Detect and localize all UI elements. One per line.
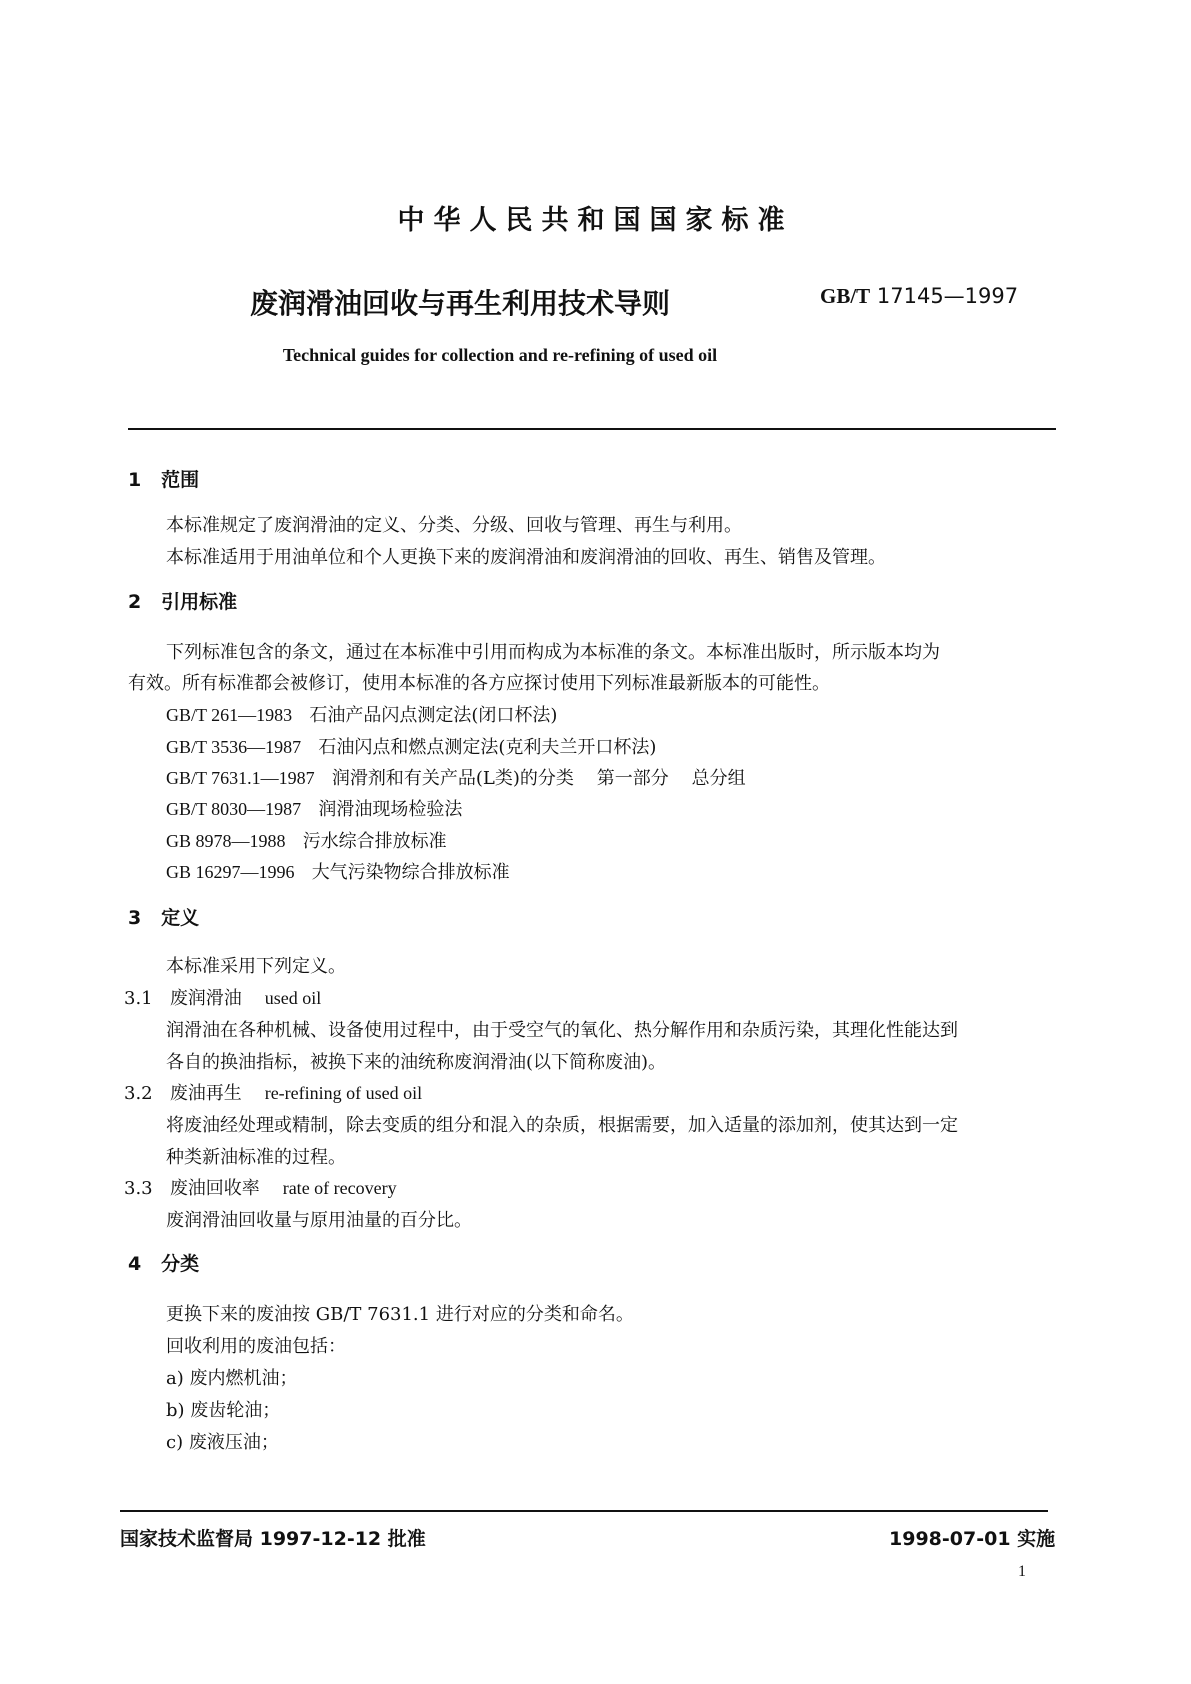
document-title: 废润滑油回收与再生利用技术导则: [250, 287, 671, 320]
reference-code: GB/T 261—1983: [166, 705, 293, 725]
definition-number: 3.3: [124, 1178, 153, 1199]
section-3-number: 3: [128, 907, 142, 929]
approval-line: 国家技术监督局 1997-12-12 批准: [120, 1528, 426, 1550]
section-2-number: 2: [128, 591, 142, 613]
reference-item: [166, 701, 557, 727]
reference-extra: 总分组: [691, 768, 746, 789]
section-4-title: 分类: [161, 1253, 200, 1275]
reference-code: GB 16297—1996: [166, 862, 295, 882]
reference-item: [166, 858, 510, 884]
definition-term-english: rate of recovery: [282, 1178, 397, 1198]
definition-term: 废润滑油: [169, 988, 242, 1009]
section-1-paragraph-1: 本标准规定了废润滑油的定义、分类、分级、回收与管理、再生与利用。: [166, 515, 742, 536]
section-4-paragraph-2: 回收利用的废油包括：: [166, 1336, 346, 1357]
header-divider: [128, 428, 1056, 430]
reference-item: [166, 795, 462, 821]
definition-heading: [124, 1174, 397, 1200]
definition-text-line: 将废油经处理或精制，除去变质的组分和混入的杂质，根据需要，加入适量的添加剂，使其达到一定: [166, 1115, 958, 1136]
section-3-intro: 本标准采用下列定义。: [166, 956, 346, 977]
reference-item: [166, 764, 746, 790]
document-title-english: Technical guides for collection and re-refining of used oil: [282, 345, 718, 365]
definition-text-line: 种类新油标准的过程。: [166, 1147, 346, 1168]
list-item: b) 废齿轮油；: [166, 1400, 281, 1421]
reference-code: GB/T 3536—1987: [166, 737, 302, 757]
definition-heading: [124, 1079, 422, 1105]
section-2-paragraph-line-1: 下列标准包含的条文，通过在本标准中引用而构成为本标准的条文。本标准出版时，所示版本均为: [166, 642, 940, 663]
list-item: a) 废内燃机油；: [166, 1368, 298, 1389]
list-item: c) 废液压油；: [166, 1432, 279, 1453]
definition-text-line: 废润滑油回收量与原用油量的百分比。: [166, 1210, 472, 1231]
reference-name: 润滑剂和有关产品(L类)的分类: [331, 768, 574, 789]
page-number: 1: [1018, 1563, 1026, 1580]
definition-term-english: re-refining of used oil: [264, 1083, 423, 1103]
definition-term: 废油回收率: [169, 1178, 260, 1199]
section-1-paragraph-2: 本标准适用于用油单位和个人更换下来的废润滑油和废润滑油的回收、再生、销售及管理。: [166, 547, 886, 568]
reference-code: GB 8978—1988: [166, 831, 286, 851]
definition-heading: [124, 984, 321, 1010]
reference-extra: 第一部分: [596, 768, 669, 789]
section-4-number: 4: [128, 1253, 142, 1275]
definition-term-english: used oil: [264, 988, 322, 1008]
definition-number: 3.1: [124, 988, 153, 1009]
section-3-heading: [128, 903, 199, 930]
reference-code: GB/T 8030—1987: [166, 799, 302, 819]
effective-date-line: 1998-07-01 实施: [889, 1528, 1056, 1550]
section-1-heading: [128, 465, 199, 492]
section-2-heading: [128, 587, 237, 614]
reference-item: [166, 733, 656, 759]
section-4-paragraph-1: 更换下来的废油按 GB/T 7631.1 进行对应的分类和命名。: [166, 1304, 634, 1325]
reference-name: 大气污染物综合排放标准: [311, 862, 510, 883]
national-standard-heading: 中华人民共和国国家标准: [397, 205, 794, 236]
reference-name: 石油闪点和燃点测定法(克利夫兰开口杯法): [318, 737, 657, 758]
section-4-heading: [128, 1249, 199, 1276]
definition-text-line: 各自的换油指标，被换下来的油统称废润滑油(以下简称废油)。: [166, 1052, 667, 1073]
standard-number: [820, 284, 1018, 309]
reference-code: GB/T 7631.1—1987: [166, 768, 315, 788]
section-3-title: 定义: [161, 907, 200, 929]
standard-code: 17145—1997: [876, 284, 1019, 308]
definition-number: 3.2: [124, 1083, 153, 1104]
footer-divider: [120, 1510, 1048, 1512]
reference-name: 污水综合排放标准: [302, 831, 447, 852]
section-1-title: 范围: [161, 469, 200, 491]
reference-item: [166, 827, 447, 853]
reference-name: 润滑油现场检验法: [318, 799, 463, 820]
definition-term: 废油再生: [169, 1083, 242, 1104]
section-1-number: 1: [128, 469, 142, 491]
definition-text-line: 润滑油在各种机械、设备使用过程中，由于受空气的氧化、热分解作用和杂质污染，其理化性能达到: [166, 1020, 958, 1041]
standard-prefix: GB/T: [820, 284, 871, 308]
section-2-paragraph-line-2: 有效。所有标准都会被修订，使用本标准的各方应探讨使用下列标准最新版本的可能性。: [128, 673, 830, 694]
section-2-title: 引用标准: [161, 591, 238, 613]
reference-name: 石油产品闪点测定法(闭口杯法): [309, 705, 558, 726]
